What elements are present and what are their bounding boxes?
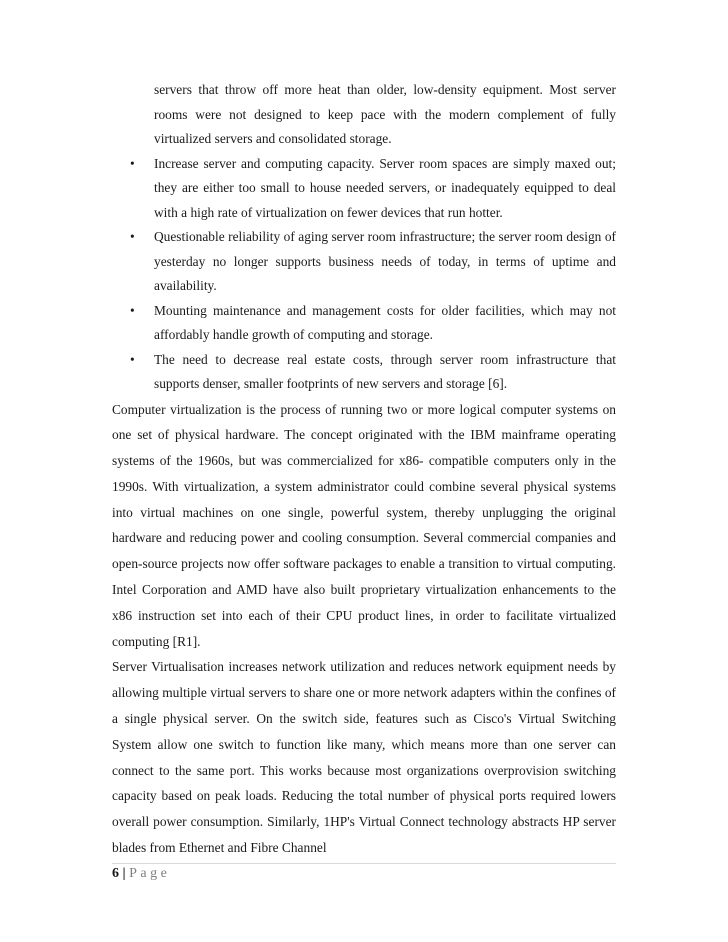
bullet-text: Questionable reliability of aging server room infrastructure; the server room design of yesterday no longer supports business needs of today, in terms of uptime and availability. [154,229,616,293]
bullet-icon: • [130,229,135,244]
footer-divider [112,863,616,864]
page-label: Page [129,866,171,881]
page-footer [112,866,170,882]
bullet-icon: • [130,302,135,318]
bullet-item [112,152,616,226]
bullet-icon: • [130,155,135,171]
page-body [112,78,616,861]
bullet-icon: • [130,351,135,367]
bullet-item [112,299,616,348]
bullet-text: Increase server and computing capacity. Server room spaces are simply maxed out; they are either too small to house needed servers, or inadequately equipped to deal with a high rate of virtualization on fewer devices that run hotter. [154,155,616,220]
paragraph-virtualization: Computer virtualization is the process of running two or more logical computer systems on one set of physical hardware. The concept originated with the IBM mainframe operating systems of the 1960s, but was commercialized for x86- compatible computers only in the 1990s. With virtualization, a system administrator could combine several physical systems into virtual machines on one single, powerful system, thereby unplugging the original hardware and reducing power and cooling consumption. Several commercial companies and open-source projects now offer software packages to enable a transition to virtual computing. Intel Corporation and AMD have also built proprietary virtualization enhancements to the x86 instruction set into each of their CPU product lines, in order to facilitate virtualized computing [R1]. [112,401,616,649]
page-number: 6 [112,866,119,881]
paragraph-server-virtualisation: Server Virtualisation increases network utilization and reduces network equipment needs by allowing multiple virtual servers to share one or more network adapters within the confines of a single physical server. On the switch side, features such as Cisco's Virtual Switching System allow one switch to function like many, which means more than one server can connect to the same port. This works because most organizations overprovision switching capacity based on peak loads. Reducing the total number of physical ports required lowers overall power consumption. Similarly, 1HP's Virtual Connect technology abstracts HP server blades from Ethernet and Fibre Channel [112,659,616,856]
continued-bullet-text: servers that throw off more heat than older, low-density equipment. Most server rooms were not designed to keep pace with the modern complement of fully virtualized servers and consolidated storage. [154,82,616,146]
bullet-item [112,348,616,397]
bullet-item [112,225,616,299]
bullet-text: The need to decrease real estate costs, through server room infrastructure that supports denser, smaller footprints of new servers and storage [6]. [154,351,616,391]
bullet-list [112,152,616,397]
bullet-text: Mounting maintenance and management costs for older facilities, which may not affordably handle growth of computing and storage. [154,302,616,342]
footer-separator: | [122,866,126,881]
